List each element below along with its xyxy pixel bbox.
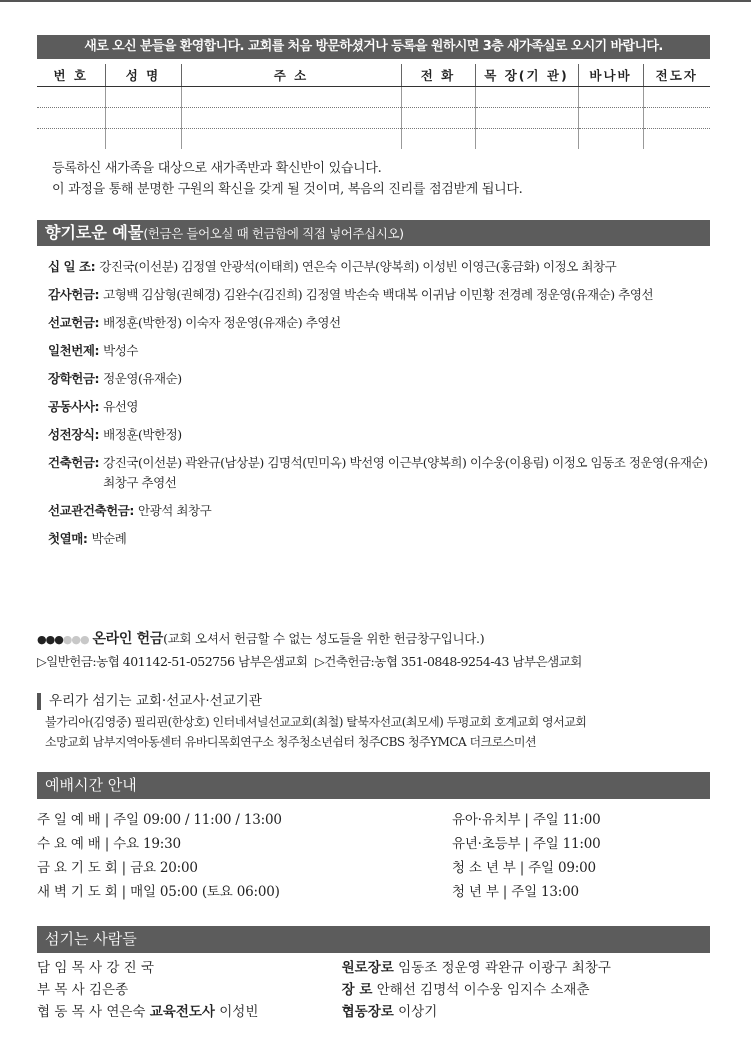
offering-label: 장학헌금: (48, 371, 100, 386)
worship-left: 수 요 예 배 | 수요 19:30 (37, 836, 181, 852)
online-title: 온라인 헌금 (92, 631, 164, 647)
cell[interactable] (643, 86, 710, 107)
offering-label: 공동사사: (48, 399, 100, 414)
staff-list (37, 957, 710, 1023)
header-phone: 전 화 (401, 64, 475, 86)
offering-names: 유선영 (103, 399, 138, 414)
offering-label: 일천번제: (48, 343, 100, 358)
header-evangelist: 전도자 (643, 64, 710, 86)
offering-names: 박순례 (91, 531, 127, 546)
worship-left: 금 요 기 도 회 | 금요 20:00 (37, 860, 198, 876)
worship-row (37, 832, 710, 856)
worship-row (37, 856, 710, 880)
cell[interactable] (181, 107, 401, 128)
offering-label: 선교헌금: (48, 315, 100, 330)
elder-label: 장 로 (341, 982, 373, 998)
offering-names: 안광석 최창구 (137, 503, 212, 518)
cell[interactable] (643, 107, 710, 128)
offering-label: 감사헌금: (48, 287, 100, 302)
offering-label: 선교관건축헌금: (48, 503, 134, 518)
cell[interactable] (37, 107, 105, 128)
table-row (37, 128, 710, 149)
staff-row (37, 957, 710, 979)
welcome-banner: 새로 오신 분들을 환영합니다. 교회를 처음 방문하셨거나 등록을 원하시면 3층 새가족실로 오시기 바랍니다. (37, 35, 710, 59)
offering-row-thousand (48, 341, 718, 361)
elder-names: 이상기 (398, 1004, 438, 1020)
offering-names: 고형백 김삼형(권혜경) 김완수(김진희) 김정열 박손숙 백대복 이귀남 이민황 전경례 정운영(유재순) 추영선 (103, 287, 654, 302)
missions-title: 우리가 섬기는 교회·선교사·선교기관 (37, 693, 717, 710)
offering-subtitle: (헌금은 들어오실 때 헌금함에 직접 넣어주십시오) (143, 226, 404, 241)
cell[interactable] (643, 128, 710, 149)
staff-right (342, 957, 710, 979)
cell[interactable] (105, 86, 181, 107)
dots-light-icon: ●●● (62, 633, 89, 646)
offering-row-thanks (48, 285, 718, 305)
worship-right: 청 년 부 | 주일 13:00 (452, 884, 579, 900)
online-desc: (교회 오셔서 헌금할 수 없는 성도들을 위한 헌금창구입니다.) (163, 631, 485, 646)
cell[interactable] (578, 86, 643, 107)
worship-right: 유년·초등부 | 주일 11:00 (452, 836, 601, 852)
staff-left (37, 979, 342, 1001)
elder-names: 안해선 김명석 이수웅 임지수 소재춘 (376, 982, 590, 998)
offering-label: 성전장식: (48, 427, 100, 442)
cell[interactable] (401, 107, 475, 128)
offering-names: 배정훈(박한정) 이숙자 정운영(유재순) 추영선 (103, 315, 341, 330)
worship-schedule (37, 808, 710, 904)
cell[interactable] (37, 128, 105, 149)
cell[interactable] (105, 107, 181, 128)
cell[interactable] (401, 86, 475, 107)
header-name: 성 명 (105, 64, 181, 86)
staff-right (342, 1001, 710, 1023)
offering-row-scholarship (48, 369, 718, 389)
worship-right: 청 소 년 부 | 주일 09:00 (452, 860, 596, 876)
offering-label: 첫열매: (48, 531, 88, 546)
offering-label: 십 일 조: (48, 259, 96, 274)
header-barnabas: 바나바 (578, 64, 643, 86)
cell[interactable] (578, 107, 643, 128)
staff-left-text: 부 목 사 김은종 (37, 982, 129, 998)
offering-names: 강진국(이선분) 김정열 안광석(이태희) 연은숙 이근부(양복희) 이성빈 이영근(홍금화) 이정오 최창구 (99, 259, 617, 274)
cell[interactable] (181, 128, 401, 149)
cell[interactable] (475, 107, 578, 128)
staff-left-text: 협 동 목 사 연은숙 (37, 1004, 146, 1020)
people-header: 섬기는 사람들 (37, 926, 710, 953)
cell[interactable] (105, 128, 181, 149)
worship-row (37, 808, 710, 832)
elder-label: 원로장로 (341, 960, 394, 976)
offering-names: 정운영(유재순) (103, 371, 182, 386)
note-line-2: 이 과정을 통해 분명한 구원의 확신을 갖게 될 것이며, 복음의 진리를 점검받게 됩니다. (52, 182, 523, 197)
worship-header: 예배시간 안내 (37, 772, 710, 799)
staff-left (37, 1001, 342, 1023)
staff-row (37, 979, 710, 1001)
cell[interactable] (181, 86, 401, 107)
cell[interactable] (578, 128, 643, 149)
header-address: 주 소 (181, 64, 401, 86)
elder-label: 협동장로 (341, 1004, 394, 1020)
missions-list (45, 712, 717, 752)
worship-right: 유아·유치부 | 주일 11:00 (452, 812, 601, 828)
worship-row (37, 880, 710, 904)
header-group: 목 장(기 관) (475, 64, 578, 86)
offering-title: 향기로운 예물 (45, 223, 144, 242)
cell[interactable] (37, 86, 105, 107)
table-row (37, 86, 710, 107)
cell[interactable] (475, 86, 578, 107)
offering-list (48, 257, 718, 557)
staff-row (37, 1001, 710, 1023)
offering-names: 배정훈(박한정) (103, 427, 182, 442)
offering-row-decoration (48, 425, 718, 445)
missions-line-2: 소망교회 남부지역아동센터 유바디목회연구소 청주청소년쉼터 청주CBS 청주YMCA 더크로스미션 (45, 735, 537, 749)
missions-section (37, 693, 717, 752)
registration-note (52, 158, 522, 200)
offering-row-mission (48, 313, 718, 333)
worship-left: 새 벽 기 도 회 | 매일 05:00 (토요 06:00) (37, 884, 280, 900)
offering-row-tithe (48, 257, 718, 277)
offering-names: 박성수 (103, 343, 138, 358)
online-offering (37, 628, 582, 674)
elder-names: 임동조 정운영 곽완규 이광구 최창구 (398, 960, 611, 976)
offering-row-community (48, 397, 718, 417)
offering-names: 강진국(이선분) 곽완규(남상분) 김명석(민미옥) 박선영 이근부(양복희) 이수웅(이용림) 이정오 임동조 정운영(유재순) 최창구 추영선 (103, 455, 708, 490)
top-rule (0, 0, 751, 2)
registration-header-row (37, 64, 710, 86)
registration-table (37, 64, 710, 149)
offering-row-building (48, 453, 718, 493)
cell[interactable] (475, 128, 578, 149)
offering-header (37, 220, 710, 246)
worship-left: 주 일 예 배 | 주일 09:00 / 11:00 / 13:00 (37, 812, 282, 828)
edu-name: 이성빈 (219, 1004, 259, 1020)
missions-line-1: 불가리아(김영중) 필리핀(한상호) 인터네셔널선교교회(최철) 탈북자선교(최모세) 두평교회 호계교회 영서교회 (45, 715, 587, 729)
note-line-1: 등록하신 새가족을 대상으로 새가족반과 확신반이 있습니다. (52, 161, 382, 176)
offering-label: 건축헌금: (48, 455, 100, 470)
table-row (37, 107, 710, 128)
staff-left-text: 담 임 목 사 강 진 국 (37, 960, 155, 976)
dots-dark-icon: ●●● (37, 633, 63, 646)
staff-left (37, 957, 342, 979)
staff-right (342, 979, 710, 1001)
edu-label: 교육전도사 (149, 1004, 215, 1020)
general-account: ▷일반헌금:농협 401142-51-052756 남부은샘교회 (37, 654, 308, 669)
cell[interactable] (401, 128, 475, 149)
offering-row-firstfruit (48, 529, 718, 549)
header-number: 번 호 (37, 64, 105, 86)
offering-row-mission-building (48, 501, 718, 521)
building-account: ▷건축헌금:농협 351-0848-9254-43 남부은샘교회 (315, 654, 582, 669)
